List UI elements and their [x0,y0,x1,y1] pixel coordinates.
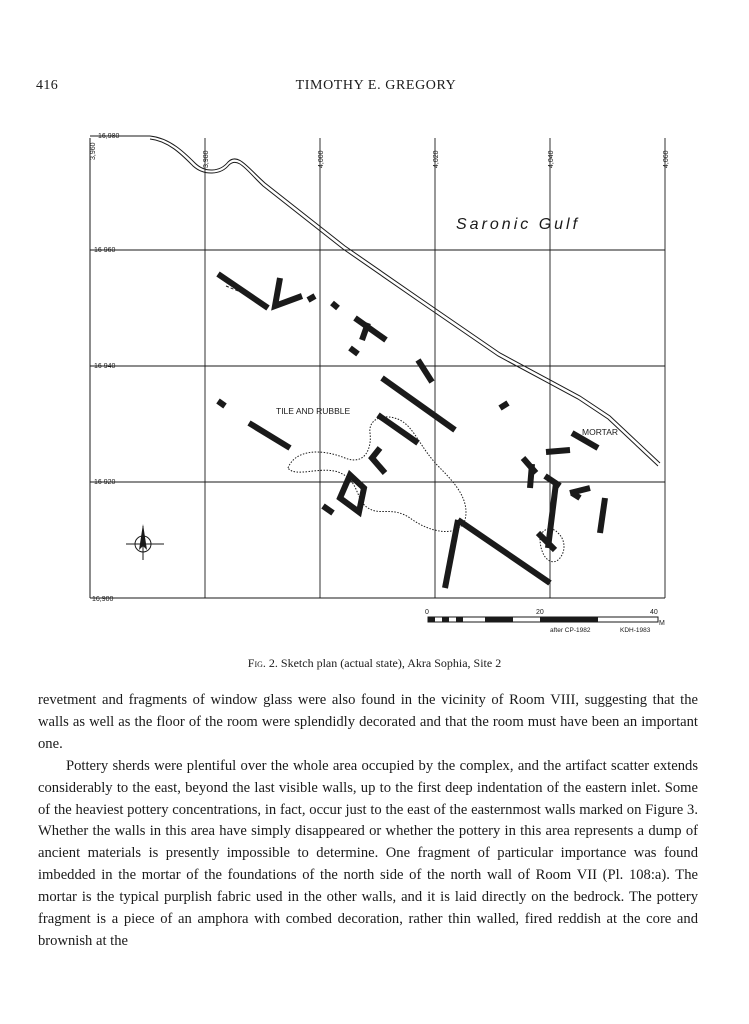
scale-tick-20: 20 [536,609,544,616]
y-label-16900: 16,900 [92,596,114,603]
y-label-16920: 16 920 [94,479,116,486]
walls [218,274,598,513]
sea-label: Saronic Gulf [456,216,581,233]
map-y-labels [92,133,120,603]
x-label-4000: 4,000 [318,150,325,168]
scale-tick-0: 0 [425,609,429,616]
site-plan-figure [80,128,680,648]
map-grid-horizontal [90,136,665,482]
scale-tick-40: 40 [650,609,658,616]
y-label-16960: 16 960 [94,247,116,254]
x-label-4020: 4,020 [433,150,440,168]
page-header [36,78,716,98]
y-label-16940: 16 940 [94,363,116,370]
map-x-labels [90,142,670,168]
paragraph-2: Pottery sherds were plentiful over the whole area occupied by the complex, and the artifact scatter extends considerably to the east, beyond the last visible walls, up to the first deep indentation of the eastern inlet. Some of the heaviest pottery concentrations, in fact, occur just to the east of the easternmost walls marked on Figure 3. Whether the walls in this area have simply disappeared or whether the pottery in this area represents a dump of ancient materials is presently impossible to determine. One fragment of particular importance was found imbedded in the mortar of the foundations of the north side of the north wall of Room VII (Pl. 108:a). The mortar is the typical purplish fabric used in the other walls, and it is laid directly on the bedrock. The pottery fragment is a piece of an amphora with combed decoration, rather thin walled, fired reddish at the core and brownish at the [38,757,698,949]
figure-caption [0,656,749,671]
body-text [38,690,698,953]
scale-unit: M [659,620,665,627]
label-mortar: MORTAR [582,427,619,437]
north-arrow [126,524,164,560]
x-label-4040: 4,040 [548,150,555,168]
caption-label: Fig. 2. [247,656,278,670]
x-label-4060: 4,060 [663,150,670,168]
label-tile-rubble: TILE AND RUBBLE [276,406,351,416]
x-label-corner: 3,960 [90,142,97,160]
scarp-outlines [288,417,564,562]
x-label-3980: 3,980 [203,150,210,168]
credit-left: after CP-1982 [550,627,591,634]
site-plan-map [80,128,680,648]
y-label-16980: 16,980 [98,133,120,140]
caption-text: Sketch plan (actual state), Akra Sophia, Site 2 [280,656,502,670]
coastline [150,136,660,466]
running-head: TIMOTHY E. GREGORY [295,78,457,93]
paragraph-1: revetment and fragments of window glass were also found in the vicinity of Room VIII, suggesting that the walls as well as the floor of the room were splendidly decorated and that the room must have been an important one. [38,692,698,752]
map-grid-vertical [205,138,665,598]
wall-rooms [340,448,605,588]
credit-right: KDH-1983 [620,627,651,634]
page-number: 416 [36,78,59,93]
scale-bar [425,609,665,634]
